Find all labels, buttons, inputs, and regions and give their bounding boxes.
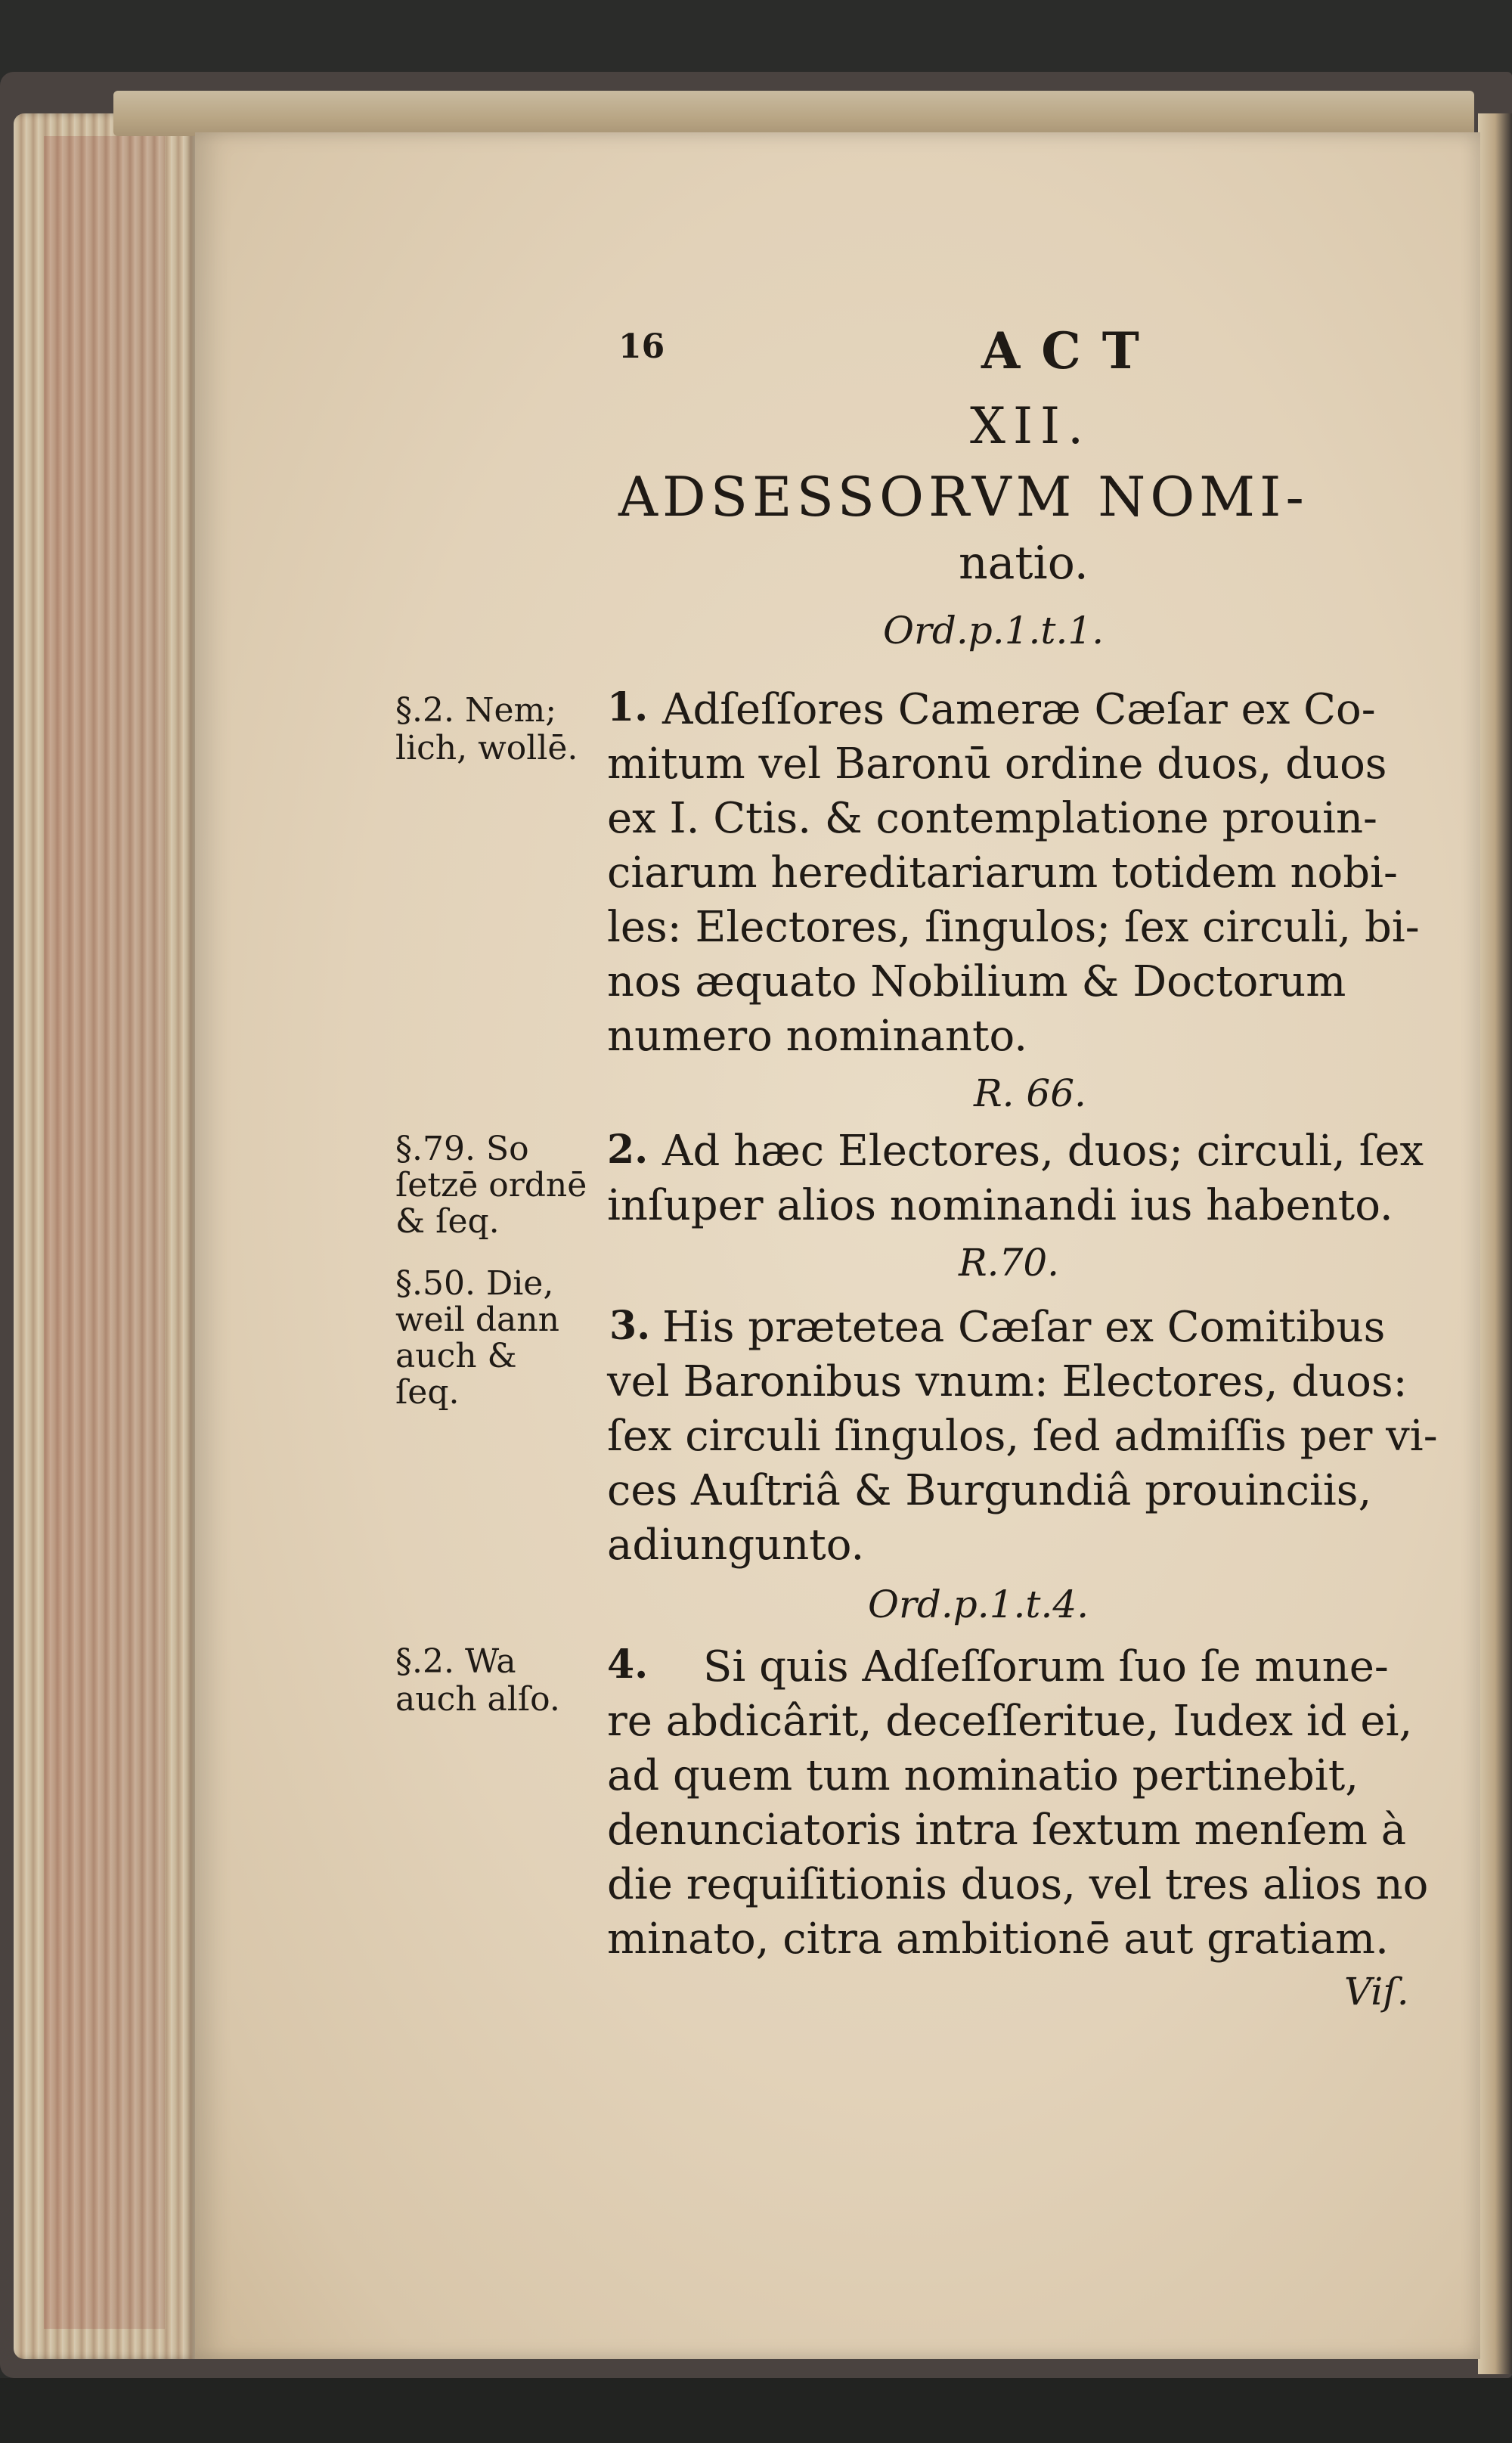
section-1-line-5: les: Electores, ſingulos; ſex circuli, bi- <box>607 903 1420 952</box>
section-1-margin-note-2: lich, wollē. <box>395 729 578 767</box>
section-3-margin-note-4: ſeq. <box>395 1373 460 1412</box>
section-2-margin-note-2: ſetzē ordnē <box>395 1166 587 1204</box>
section-1-line-6: nos æquato Nobilium & Doctorum <box>607 957 1346 1006</box>
section-4-margin-note-1: §.2. Wa <box>395 1642 516 1681</box>
section-4-line-1: Si quis Adſeſſorum ſuo ſe mune- <box>703 1642 1389 1691</box>
section-3-margin-note-1: §.50. Die, <box>395 1264 554 1303</box>
section-1-line-3: ex I. Ctis. & contemplatione prouin- <box>607 794 1377 843</box>
page-number: 16 <box>618 327 665 366</box>
section-3-line-1: His prætetea Cæſar ex Comitibus <box>662 1303 1386 1352</box>
section-4-line-5: die requiſitionis duos, vel tres alios no <box>607 1860 1429 1909</box>
red-edge-stain <box>44 136 165 2329</box>
act-number: XII. <box>970 397 1092 455</box>
section-3-line-2: vel Baronibus vnum: Electores, duos: <box>607 1357 1408 1406</box>
section-2-margin-note-3: & ſeq. <box>395 1202 500 1241</box>
section-4-number: 4. <box>607 1642 649 1688</box>
section-4-line-6: minato, citra ambitionē aut gratiam. <box>607 1914 1389 1964</box>
section-1-line-2: mitum vel Baronū ordine duos, duos <box>607 739 1387 789</box>
section-4-line-2: re abdicârit, deceſſeritue, Iudex id ei, <box>607 1697 1413 1746</box>
page-edges <box>14 113 195 2359</box>
section-3-line-5: adiungunto. <box>607 1521 865 1570</box>
section-3-line-4: ces Auſtriâ & Burgundiâ prouinciis, <box>607 1466 1372 1515</box>
section-4-line-4: denunciatoris intra ſextum menſem à <box>607 1806 1407 1855</box>
section-2-number: 2. <box>607 1127 649 1173</box>
section-3-margin-note-2: weil dann <box>395 1301 559 1339</box>
section-3-margin-note-3: auch & <box>395 1337 517 1375</box>
section-4-reference: Ord.p.1.t.4. <box>868 1583 1089 1626</box>
section-1-line-1: Adſeſſores Cameræ Cæſar ex Co- <box>662 685 1376 734</box>
section-1-number: 1. <box>607 684 649 730</box>
section-1-line-4: ciarum hereditariarum totidem nobi- <box>607 848 1398 898</box>
section-2-margin-note-1: §.79. So <box>395 1130 529 1168</box>
section-2-line-2: inſuper alios nominandi ius habento. <box>607 1181 1393 1230</box>
chapter-title: ADSESSORVM NOMI- <box>618 465 1309 529</box>
section-4-line-3: ad quem tum nominatio pertinebit, <box>607 1751 1359 1800</box>
section-3-line-3: ſex circuli ſingulos, ſed admiſſis per vi- <box>607 1412 1438 1461</box>
section-2-reference: R. 66. <box>974 1071 1086 1115</box>
right-page-edge <box>1478 113 1512 2374</box>
book-page <box>195 132 1480 2359</box>
background-band <box>0 2378 1512 2443</box>
catchword: Viſ. <box>1344 1970 1409 2014</box>
section-2-line-1: Ad hæc Electores, duos; circuli, ſex <box>662 1127 1424 1176</box>
section-3-number: 3. <box>609 1303 651 1349</box>
section-4-margin-note-2: auch alſo. <box>395 1680 560 1719</box>
chapter-title-continuation: natio. <box>959 537 1089 590</box>
top-page-edges <box>113 91 1474 136</box>
section-1-margin-note-1: §.2. Nem; <box>395 691 557 730</box>
section-1-reference: Ord.p.1.t.1. <box>883 609 1105 653</box>
section-3-reference: R.70. <box>959 1241 1060 1285</box>
section-1-line-7: numero nominanto. <box>607 1012 1028 1061</box>
act-heading: ACT <box>981 321 1160 380</box>
